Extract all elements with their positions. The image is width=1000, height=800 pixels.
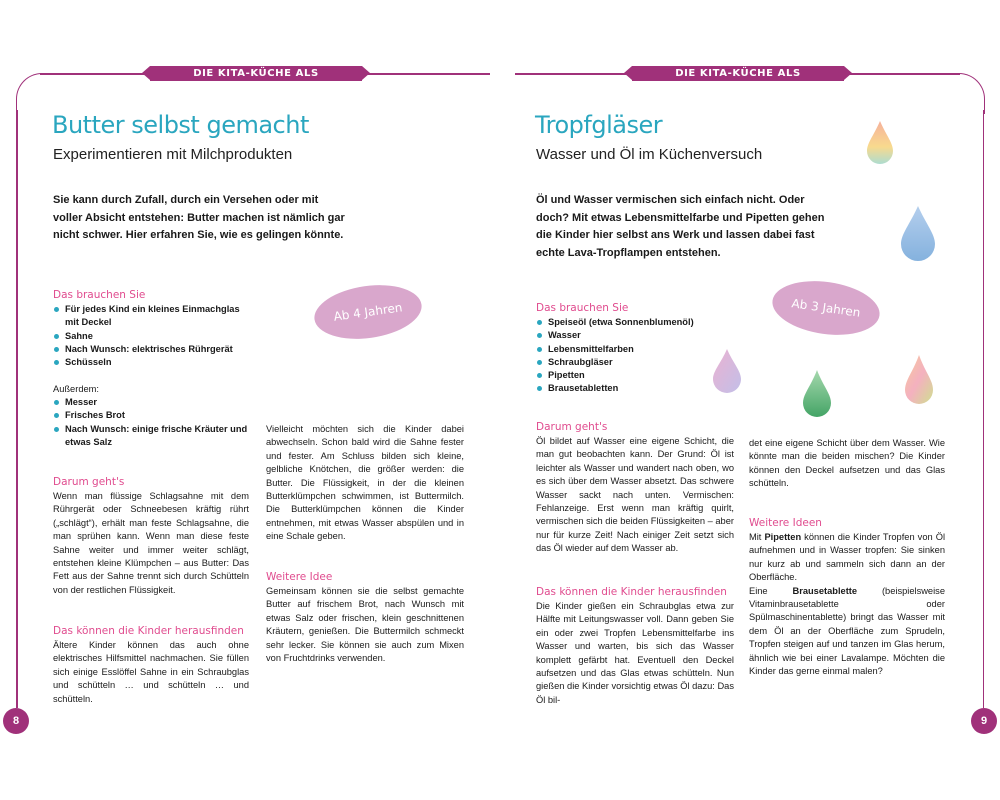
page-number-right: 9 (971, 708, 997, 734)
list-item: Messer (53, 396, 253, 409)
right-needs-list (536, 316, 736, 396)
banner-right: DIE KITA-KÜCHE ALS FORSCHERLABOR (632, 66, 844, 81)
frame-corner-left (16, 73, 57, 114)
right-ideas-heading: Weitere Ideen (749, 517, 822, 529)
right-why-heading: Darum geht's (536, 421, 608, 433)
banner-left: DIE KITA-KÜCHE ALS FORSCHERLABOR (150, 66, 362, 81)
page-number-left: 8 (3, 708, 29, 734)
right-find-text: Die Kinder gießen ein Schraubglas etwa zur Hälfte mit Leitungswasser voll. Dann geben Sie ein oder zwei Tropfen Lebensmittelfarbe ins Wasser und warten, bis sich das Wasser komplett gefärbt hat. Eventuell den Deckel aufsetzen und das Glas etwas schütteln. Nun gießen die Kinder vorsichtig etwas Öl dazu: Das Öl bil- (536, 601, 734, 705)
list-item: Wasser (536, 329, 736, 342)
water-drop-icon (904, 355, 934, 405)
ideas-paragraph-2: Eine Brausetablette (beispielsweise Vitaminbrausetablette oder Spülmaschinentablette) bringt das Wasser mit dem Öl an der Oberfläche zum Sprudeln, Tropfen steigen auf und tanzen im Glas herum, ähnlich wie bei einer Lavalampe. Möchten die Kinder das gerne einmal malen? (749, 585, 945, 677)
list-item: Schüsseln (53, 356, 253, 369)
list-item: Für jedes Kind ein kleines Einmachglas mit Deckel (53, 303, 253, 330)
list-item: Sahne (53, 330, 253, 343)
left-why-heading: Darum geht's (53, 476, 125, 488)
left-needs-heading: Das brauchen Sie (53, 289, 146, 301)
right-subtitle: Wasser und Öl im Küchenversuch (536, 146, 763, 163)
list-item: Lebensmittelfarben (536, 343, 736, 356)
list-item: Nach Wunsch: elektrisches Rührgerät (53, 343, 253, 356)
frame-corner-right (944, 73, 985, 114)
left-idea-heading: Weitere Idee (266, 571, 333, 583)
age-badge-left: Ab 4 Jahren (311, 279, 425, 346)
left-intro: Sie kann durch Zufall, durch ein Versehen oder mit voller Absicht entstehen: Butter machen ist nämlich gar nicht schwer. Hier erfahren Sie, wie es gelingen könnte. (53, 194, 345, 241)
left-find-text: Ältere Kinder können das auch ohne elektrisches Hilfsmittel nachmachen. Sie füllen sich einige Esslöffel Sahne in ein Schraubglas und schütteln … und schütteln … und schütteln. (53, 640, 249, 704)
right-intro: Öl und Wasser vermischen sich einfach nicht. Oder doch? Mit etwas Lebensmittelfarbe und Pipetten gehen die Kinder hier selbst ans Werk und lassen dabei fast echte Lava-Tropflampen entstehen. (536, 194, 825, 259)
water-drop-icon (802, 370, 832, 418)
list-item: Brausetabletten (536, 382, 736, 395)
right-col2-text: det eine eigene Schicht über dem Wasser. Wie könnte man die beiden mischen? Die Kinder können den Deckel aufsetzen und das Glas schütteln. (749, 438, 945, 489)
frame-side-left (16, 110, 18, 708)
ideas-paragraph-1: Mit Pipetten können die Kinder Tropfen von Öl aufnehmen und in Wasser tropfen: Sie sinken nur kurz ab und sammeln sich dann an der Oberfläche. (749, 532, 946, 583)
list-item: Frisches Brot (53, 409, 253, 422)
left-needs-list (53, 303, 253, 369)
left-why-text: Wenn man flüssige Schlagsahne mit dem Rührgerät oder Schneebesen kräftig rührt („schlägt“), erhält man feste Schlagsahne, die man sprühen kann. Wenn man diese feste Sahne weiter und immer weiter schlägt, entstehen kleine Klümpchen – aus Butter: Das Fett aus der Sahne trennt sich durch Schütteln von der restlichen Flüssigkeit. (53, 491, 249, 595)
left-title: Butter selbst gemacht (52, 111, 309, 139)
water-drop-icon (900, 206, 936, 262)
age-badge-right: Ab 3 Jahren (769, 275, 883, 342)
list-item: Nach Wunsch: einige frische Kräuter und etwas Salz (53, 423, 253, 450)
frame-side-right (983, 110, 985, 708)
list-item: Speiseöl (etwa Sonnenblumenöl) (536, 316, 736, 329)
left-find-heading: Das können die Kinder herausfinden (53, 625, 244, 637)
right-why-text: Öl bildet auf Wasser eine eigene Schicht, die man gut beobachten kann. Der Grund: Öl ist leichter als Wasser und wandert nach oben, wo es sich über dem Wasser absetzt. Das schwere Wasser sackt nach unten. Vermischen: Fehlanzeige. Erst wenn man kräftig quirlt, vermischen sich die beiden Flüssigkeiten – aber nur für kurze Zeit! Nach einiger Zeit setzt sich das Öl wieder auf dem Wasser ab. (536, 436, 734, 554)
right-ideas-text (749, 531, 945, 678)
water-drop-icon (866, 121, 894, 165)
left-also-list (53, 396, 253, 449)
right-needs-heading: Das brauchen Sie (536, 302, 629, 314)
list-item: Pipetten (536, 369, 736, 382)
right-title: Tropfgläser (535, 111, 663, 139)
left-also-label: Außerdem: (53, 384, 99, 394)
left-col2-text: Vielleicht möchten sich die Kinder dabei abwechseln. Schon bald wird die Sahne fester und fester. Am Schluss bilden sich kleine, gelbliche Knötchen, die größer werden: die Butter. Die Flüssigkeit, in der die kleinen Butterklümpchen schwimmen, ist Buttermilch. Die Butterklümpchen können die Kinder entnehmen, mit etwas Wasser abspülen und in eine Schale geben. (266, 424, 464, 542)
list-item: Schraubgläser (536, 356, 736, 369)
left-subtitle: Experimentieren mit Milchprodukten (53, 146, 293, 163)
left-idea-text: Gemeinsam können sie die selbst gemachte Butter auf frischem Brot, nach Wunsch mit etwas Salz oder frischen, klein geschnittenen Kräutern, genießen. Die Buttermilch schmeckt sehr lecker. Sie können sie auch zum Mixen von Fruchtdrinks verwenden. (266, 586, 464, 664)
right-find-heading: Das können die Kinder herausfinden (536, 586, 727, 598)
